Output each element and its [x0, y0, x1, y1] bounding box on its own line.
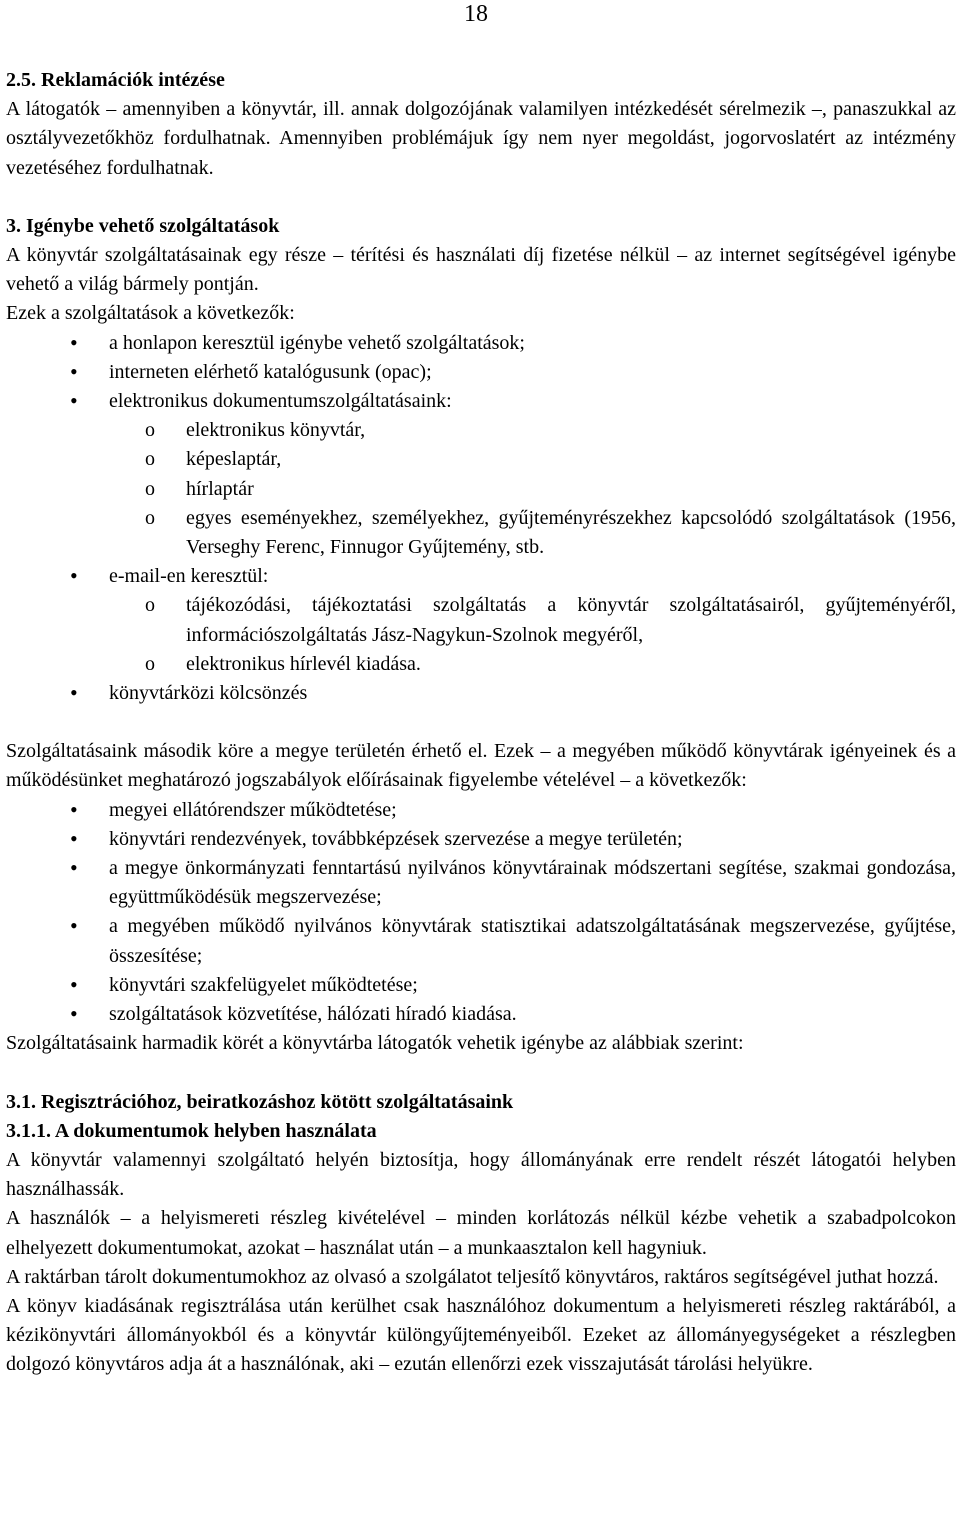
list-item — [6, 358, 956, 387]
sublist-item: o képeslaptár, — [109, 445, 956, 474]
list-item: • szolgáltatások közvetítése, hálózati híradó kiadása. — [6, 1000, 956, 1029]
county-services-list — [6, 796, 956, 1030]
paragraph-szolgaltatasok-intro: A könyvtár szolgáltatásainak egy része – térítési és használati díj fizetése nélkül – az internet segítségével igénybe vehető a világ bármely pontján. — [6, 244, 956, 296]
list-item: • könyvtári rendezvények, továbbképzések szervezése a megye területén; — [6, 825, 956, 854]
list-item: • megyei ellátórendszer működtetése; — [6, 796, 956, 825]
list-item-text: interneten elérhető katalógusunk (opac); — [109, 360, 432, 383]
paragraph-county-intro: Szolgáltatásaink második köre a megye területén érhető el. Ezek – a megyében működő könyvtárak igényeinek és a működésünket meghatározó jogszabályok előírásainak figyelembe vételével – a következők: — [6, 740, 956, 792]
sublist-item: o elektronikus könyvtár, — [109, 416, 956, 445]
sublist-item: o elektronikus hírlevél kiadása. — [109, 650, 956, 679]
paragraph: A könyv kiadásának regisztrálása után kerülhet csak használóhoz dokumentum a helyismereti részleg raktárából, a kézikönyvtári állományokból és a könyvtár különgyűjteményeiből. Ezeket az állományegységeket a részlegben dolgozó könyvtáros adja át a használónak, aki – ezután ellenőrzi ezek visszajutását tárolási helyükre. — [6, 1294, 956, 1376]
sublist-item: o egyes eseményekhez, személyekhez, gyűjteményrészekhez kapcsolódó szolgáltatások (1956, Verseghy Ferenc, Finnugor Gyűjtemény, stb. — [109, 504, 956, 562]
section-heading-szolgaltatasok: 3. Igénybe vehető szolgáltatások — [6, 214, 280, 237]
sublist-item: o hírlaptár — [109, 475, 956, 504]
page-number: 18 — [464, 1, 488, 27]
section-heading-regisztracio: 3.1. Regisztrációhoz, beiratkozáshoz kötött szolgáltatásaink — [6, 1090, 514, 1113]
sublist-item: o tájékozódási, tájékoztatási szolgáltatás a könyvtár szolgáltatásairól, gyűjteményéről, információszolgáltatás Jász-Nagykun-Szolnok megyéről, — [109, 591, 956, 649]
document-body — [6, 66, 956, 1380]
paragraph: A használók – a helyismereti részleg kivételével – minden korlátozás nélkül kézbe vehetik a szabadpolcokon elhelyezett dokumentumokat, azokat – használat után – a munkaasztalon kell hagyniuk. — [6, 1207, 956, 1259]
paragraph-third-circle: Szolgáltatásaink harmadik körét a könyvtárba látogatók vehetik igénybe az alábbiak szerint: — [6, 1032, 744, 1055]
section-heading-reklamaciok: 2.5. Reklamációk intézése — [6, 69, 225, 91]
list-item — [6, 679, 956, 708]
list-item-text: elektronikus dokumentumszolgáltatásaink: — [109, 390, 452, 413]
list-item — [6, 387, 956, 562]
list-item: • a megye önkormányzati fenntartású nyilvános könyvtárainak módszertani segítése, szakmai gondozása, együttműködésük megszervezése; — [6, 854, 956, 912]
subsection-heading-helyben-hasznalat: 3.1.1. A dokumentumok helyben használata — [6, 1119, 377, 1142]
list-item-text: a honlapon keresztül igénybe vehető szolgáltatások; — [109, 331, 525, 354]
sublist — [109, 591, 956, 679]
list-item: • a megyében működő nyilvános könyvtárak statisztikai adatszolgáltatásának megszervezése, gyűjtése, összesítése; — [6, 912, 956, 970]
paragraph-reklamaciok: A látogatók – amennyiben a könyvtár, ill. annak dolgozójának valamilyen intézkedését sérelmezik –, panaszukkal az osztályvezetőkhöz fordulhatnak. Amennyiben problémájuk így nem nyer megoldást, jogorvoslatért az intézmény vezetéséhez fordulhatnak. — [6, 98, 956, 179]
paragraph: A könyvtár valamennyi szolgáltató helyén biztosítja, hogy állományának erre rendelt részét látogatói helyben használhassák. — [6, 1148, 956, 1201]
paragraph: A raktárban tárolt dokumentumokhoz az olvasó a szolgálatot teljesítő könyvtáros, raktáros segítségével juthat hozzá. — [6, 1265, 939, 1288]
paragraph-list-intro: Ezek a szolgáltatások a következők: — [6, 302, 295, 325]
list-item — [6, 562, 956, 679]
list-item: • könyvtári szakfelügyelet működtetése; — [6, 971, 956, 1000]
online-services-list — [6, 329, 956, 709]
list-item-text: e-mail-en keresztül: — [109, 565, 269, 588]
list-item — [6, 329, 956, 358]
list-item-text: könyvtárközi kölcsönzés — [109, 682, 308, 705]
sublist — [109, 416, 956, 562]
